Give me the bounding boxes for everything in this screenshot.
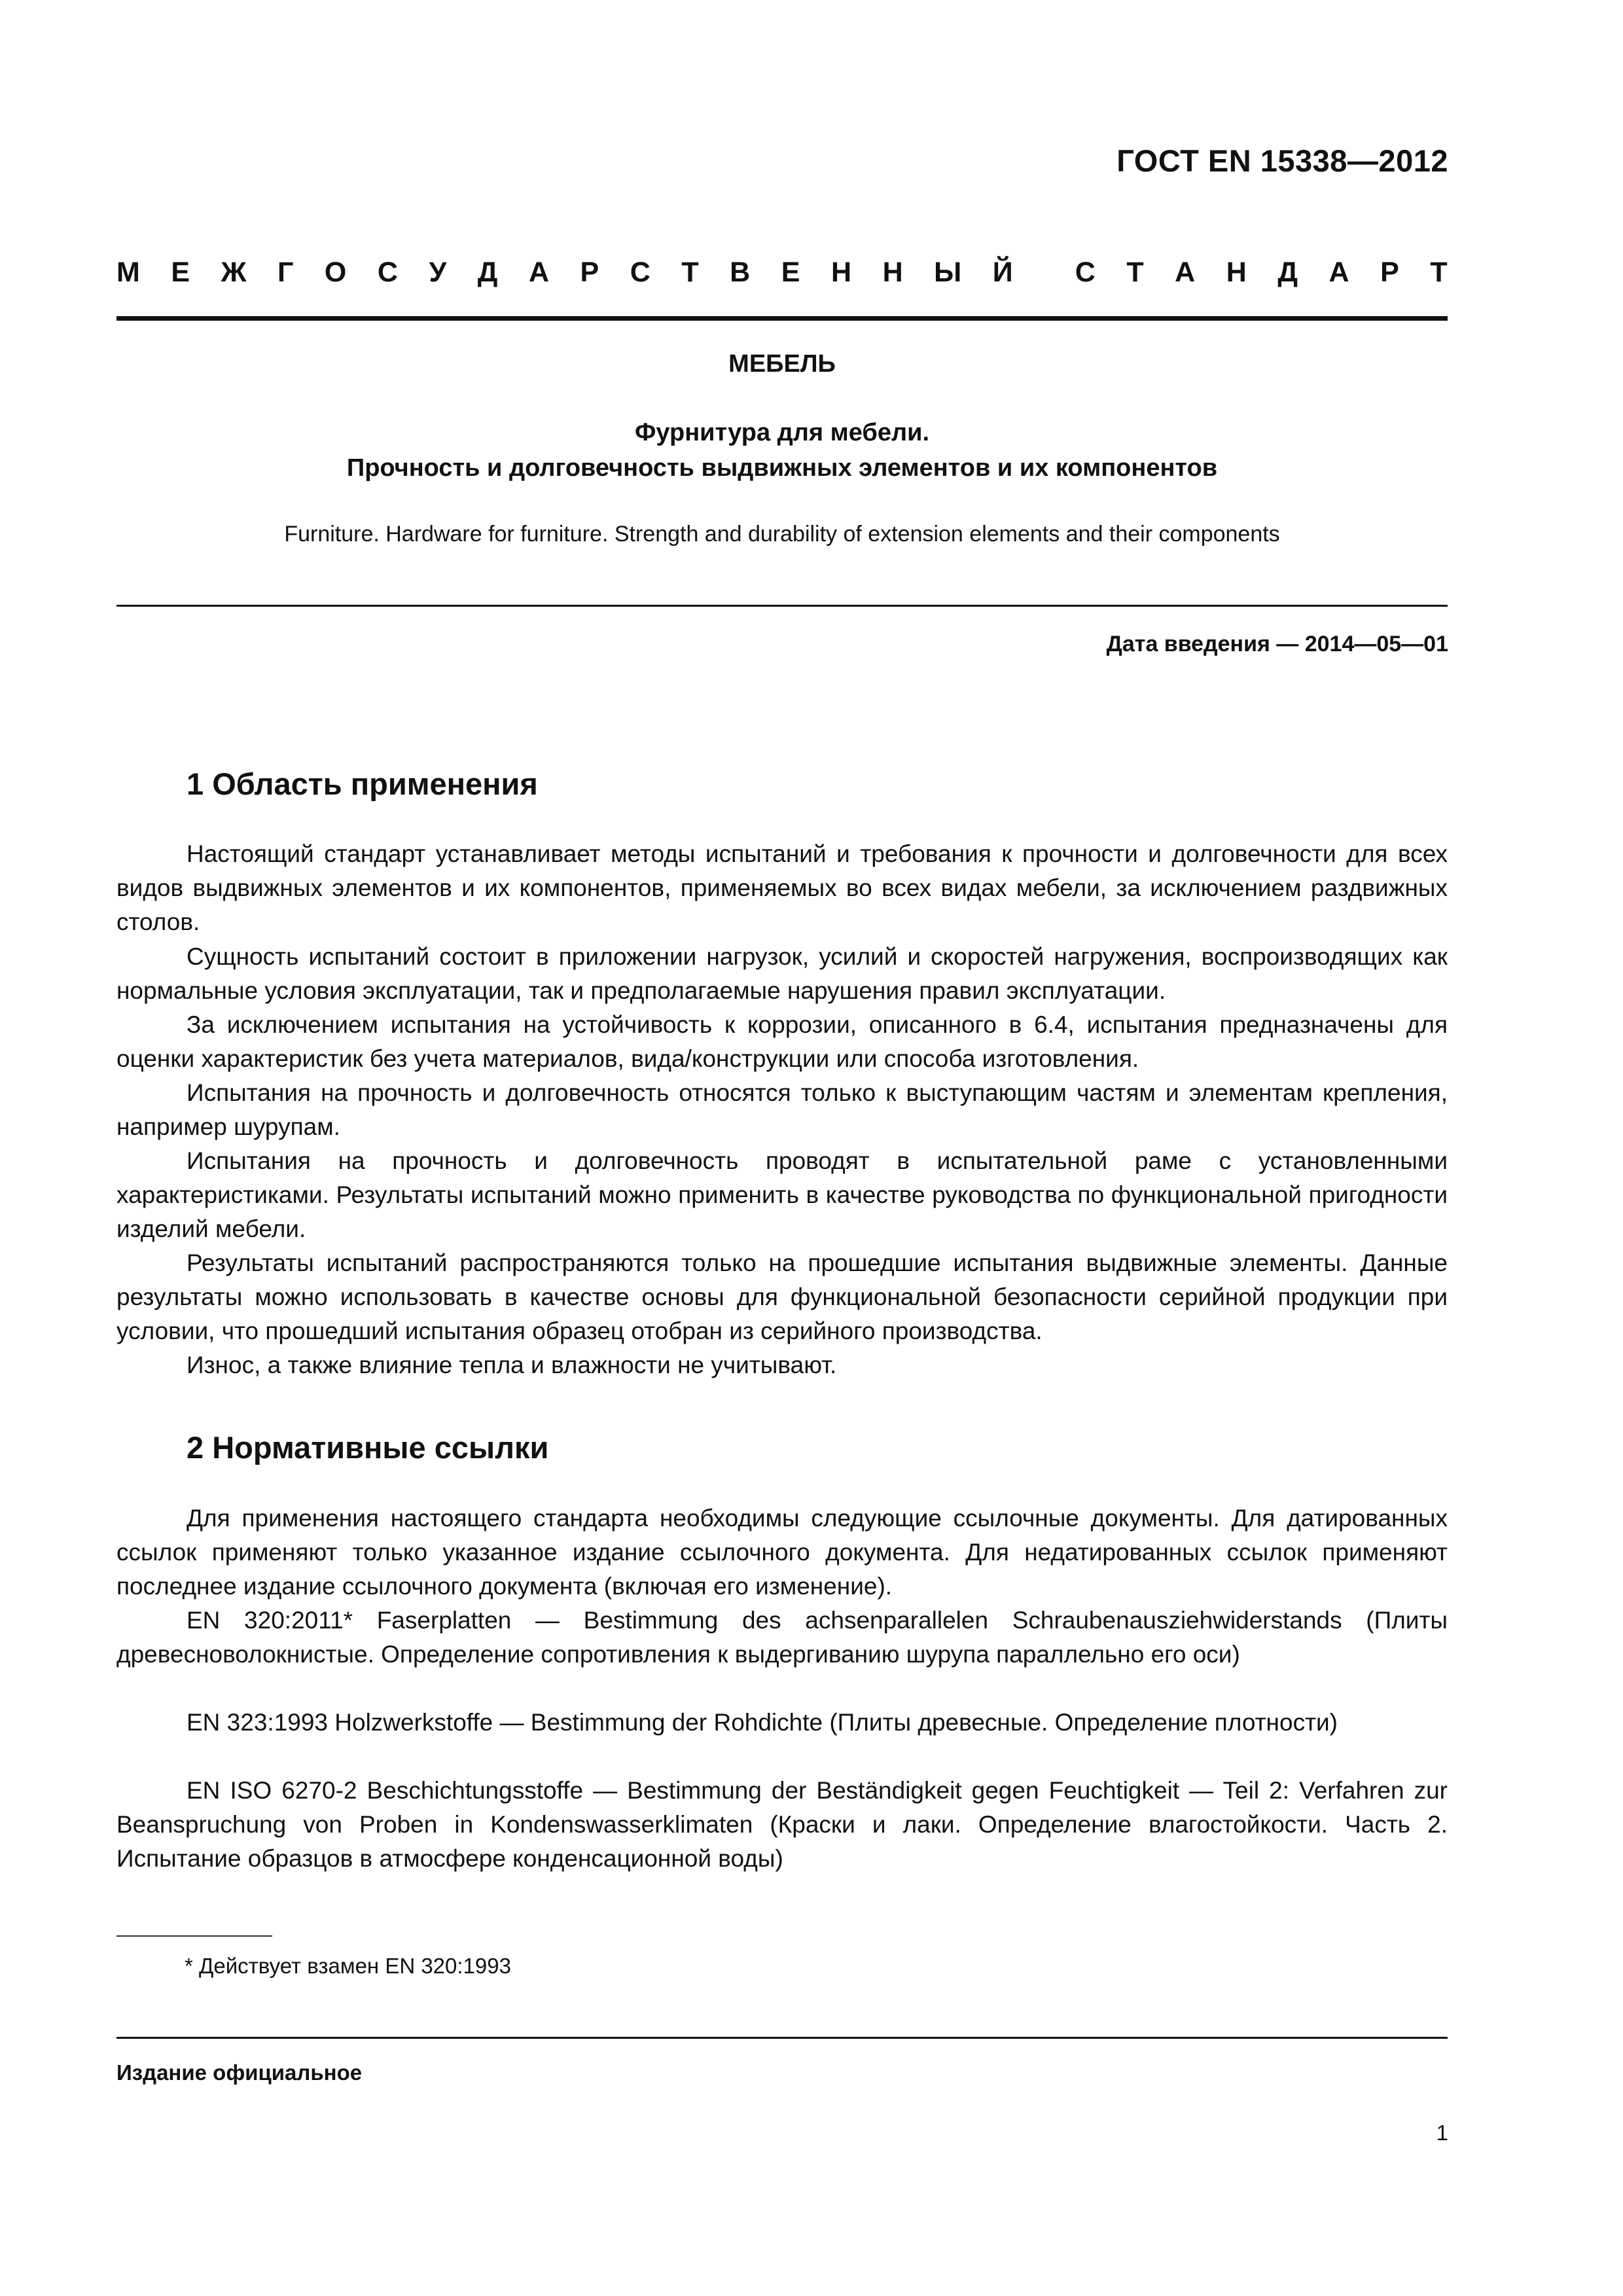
banner-letter: Д	[477, 257, 498, 288]
banner-letter: Н	[830, 257, 852, 288]
banner-letter: А	[1175, 257, 1196, 288]
banner-letter: Е	[781, 257, 800, 288]
banner-letter: Е	[171, 257, 190, 288]
banner-letter: С	[377, 257, 398, 288]
banner-letter: Н	[1226, 257, 1247, 288]
banner-letter: Т	[1430, 257, 1448, 288]
introduction-date: Дата введения — 2014—05—01	[1106, 632, 1448, 656]
banner-letter: М	[116, 257, 140, 288]
section-1-paragraph: Сущность испытаний состоит в приложении нагрузок, усилий и скоростей нагружения, воспроизводящих как нормальные условия эксплуатации, так и предполагаемые нарушения правил эксплуатации.	[116, 943, 1448, 1004]
section-1-paragraph: Износ, а также влияние тепла и влажности не учитывают.	[187, 1352, 837, 1378]
section-1-paragraph: За исключением испытания на устойчивость к коррозии, описанного в 6.4, испытания предназначены для оценки характеристик без учета материалов, вида/конструкции или способа изготовления.	[116, 1011, 1448, 1072]
section-1-heading: 1 Область применения	[187, 766, 538, 801]
section-2-heading: 2 Нормативные ссылки	[187, 1430, 549, 1465]
banner-letter: Й	[992, 257, 1013, 288]
title-english: Furniture. Hardware for furniture. Strength and durability of extension elements and their components	[284, 522, 1280, 547]
document-number: ГОСТ EN 15338—2012	[1116, 143, 1448, 178]
banner-letter: Д	[1277, 257, 1298, 288]
banner-letter: Ы	[934, 257, 962, 288]
header-divider	[116, 316, 1448, 321]
page-number: 1	[1436, 2121, 1448, 2145]
reference-entry: EN 320:2011* Faserplatten — Bestimmung des achsenparallelen Schraubenausziehwiderstands (Плиты древесноволокнистые. Определение сопротивления к выдергиванию шурупа параллельно его оси)	[116, 1607, 1448, 1668]
title-line-2: Прочность и долговечность выдвижных элементов и их компонентов	[346, 454, 1218, 482]
banner-letter: Т	[681, 257, 699, 288]
official-edition-label: Издание официальное	[116, 2060, 363, 2085]
footnote-separator	[116, 1935, 272, 1937]
footer-divider	[116, 2037, 1448, 2039]
interstate-standard-banner	[116, 257, 1448, 289]
banner-letter: Н	[882, 257, 903, 288]
banner-letter: О	[324, 257, 347, 288]
banner-letter: Т	[1126, 257, 1144, 288]
banner-letter: А	[528, 257, 549, 288]
banner-letter: У	[429, 257, 447, 288]
banner-letter: А	[1329, 257, 1349, 288]
title-divider	[116, 605, 1448, 607]
banner-letter: Р	[580, 257, 599, 288]
title-category: МЕБЕЛЬ	[728, 350, 836, 378]
banner-letter: С	[630, 257, 651, 288]
section-1-paragraph: Настоящий стандарт устанавливает методы испытаний и требования к прочности и долговечности для всех видов выдвижных элементов и их компонентов, применяемых во всех видах мебели, за исключением раздвижных столов.	[116, 840, 1448, 935]
section-1-paragraph: Испытания на прочность и долговечность проводят в испытательной раме с установленными характеристиками. Результаты испытаний можно применить в качестве руководства по функциональной пригодности изделий мебели.	[116, 1147, 1448, 1242]
banner-letter: Г	[277, 257, 294, 288]
section-1-paragraph: Испытания на прочность и долговечность относятся только к выступающим частям и элементам крепления, например шурупам.	[116, 1079, 1448, 1140]
section-2-paragraph: Для применения настоящего стандарта необходимы следующие ссылочные документы. Для датированных ссылок применяют только указанное издание ссылочного документа. Для недатированных ссылок применяют последнее издание ссылочного документа (включая его изменение).	[116, 1505, 1448, 1600]
title-line-1: Фурнитура для мебели.	[634, 419, 930, 446]
banner-letter: С	[1075, 257, 1096, 288]
banner-letter: Р	[1380, 257, 1399, 288]
reference-entry: EN 323:1993 Holzwerkstoffe — Bestimmung der Rohdichte (Плиты древесные. Определение плотности)	[187, 1709, 1338, 1736]
section-1-paragraph: Результаты испытаний распространяются только на прошедшие испытания выдвижные элементы. Данные результаты можно использовать в качестве основы для функциональной безопасности серийной продукции при условии, что прошедший испытания образец отобран из серийного производства.	[116, 1249, 1448, 1344]
banner-letter: Ж	[221, 257, 247, 288]
banner-letter: В	[730, 257, 751, 288]
footnote: * Действует взамен EN 320:1993	[185, 1954, 511, 1978]
reference-entry: EN ISO 6270-2 Beschichtungsstoffe — Bestimmung der Beständigkeit gegen Feuchtigkeit — Teil 2: Verfahren zur Beanspruchung von Proben in Kondenswasserklimaten (Краски и лаки. Определение влагостойкости. Часть 2. Испытание образцов в атмосфере конденсационной воды)	[116, 1777, 1448, 1872]
